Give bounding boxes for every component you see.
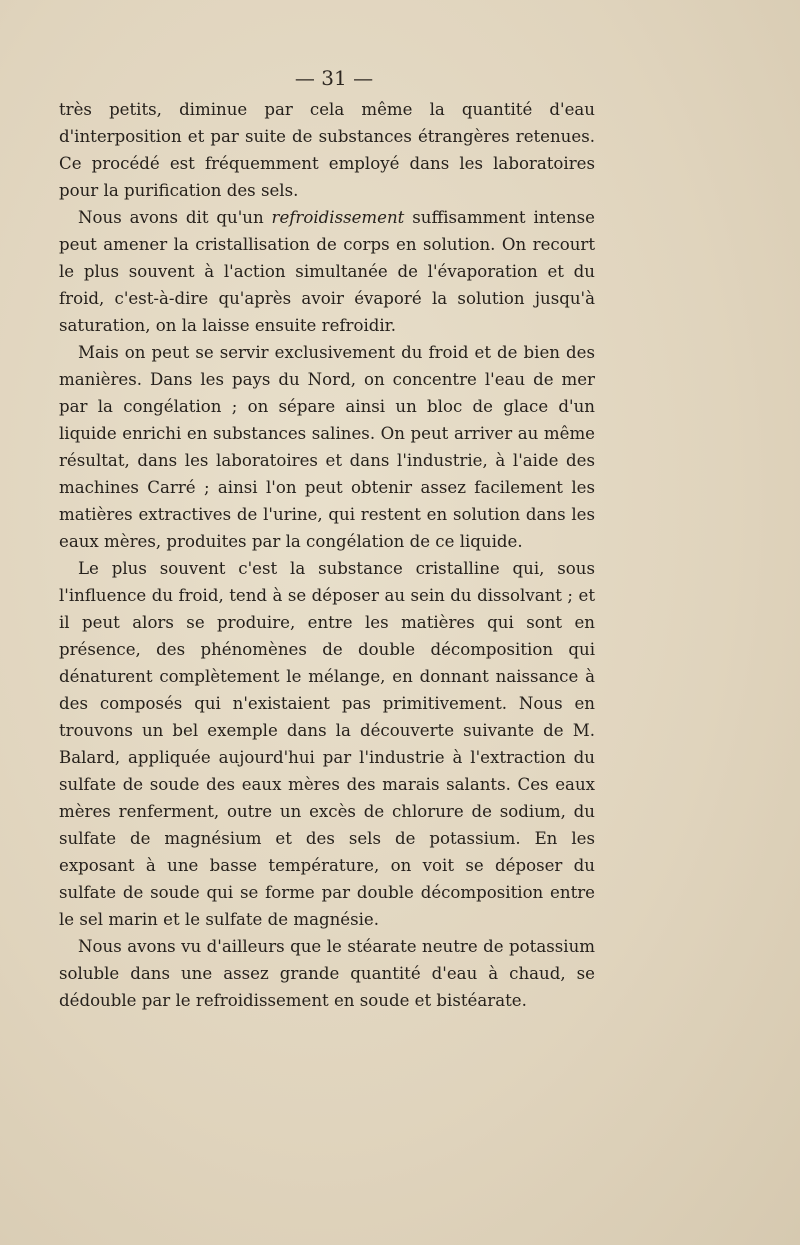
paragraph-1-text: très petits, diminue par cela même la quantité d'eau d'interposition et par suite de substances étrangères retenues. Ce procédé est fréquemment employé dans les laboratoires pour la purification des sels. [59,100,595,200]
paragraph-5 [59,933,595,1014]
paragraph-4-text: Le plus souvent c'est la substance cristalline qui, sous l'influence du froid, tend à se déposer au sein du dissolvant ; et il peut alors se produire, entre les matières qui sont en présence, des phénomènes de double décomposition qui dénaturent complètement le mélange, en donnant naissance à des composés qui n'existaient pas primitivement. Nous en trouvons un bel exemple dans la découverte suivante de M. Balard, appliquée aujourd'hui par l'industrie à l'extraction du sulfate de soude des eaux mères des marais salants. Ces eaux mères renferment, outre un excès de chlorure de sodium, du sulfate de magnésium et des sels de potassium. En les exposant à une basse température, on voit se déposer du sulfate de soude qui se forme par double décomposition entre le sel marin et le sulfate de magnésie. [59,559,595,929]
paragraph-2-text-start: Nous avons dit qu'un [78,208,272,227]
paragraph-2-text-end: suffisamment intense peut amener la cristallisation de corps en solution. On recourt le plus souvent à l'action simultanée de l'évaporation et du froid, c'est-à-dire qu'après avoir évaporé la solution jusqu'à saturation, on la laisse ensuite refroidir. [59,208,595,335]
paragraph-2 [59,204,595,339]
paragraph-1 [59,96,595,204]
paragraph-3-text: Mais on peut se servir exclusivement du froid et de bien des manières. Dans les pays du Nord, on concentre l'eau de mer par la congélation ; on sépare ainsi un bloc de glace d'un liquide enrichi en substances salines. On peut arriver au même résultat, dans les laboratoires et dans l'industrie, à l'aide des machines Carré ; ainsi l'on peut obtenir assez facilement les matières extractives de l'urine, qui restent en solution dans les eaux mères, produites par la congélation de ce liquide. [59,343,595,551]
page-number: — 31 — [294,66,374,90]
paragraph-3 [59,339,595,555]
emphasis-refroidissement: refroidissement [271,208,405,227]
paragraph-4 [59,555,595,933]
paragraph-5-text: Nous avons vu d'ailleurs que le stéarate neutre de potassium soluble dans une assez grande quantité d'eau à chaud, se dédouble par le refroidissement en soude et bistéarate. [59,937,595,1010]
body-text [59,96,595,1014]
